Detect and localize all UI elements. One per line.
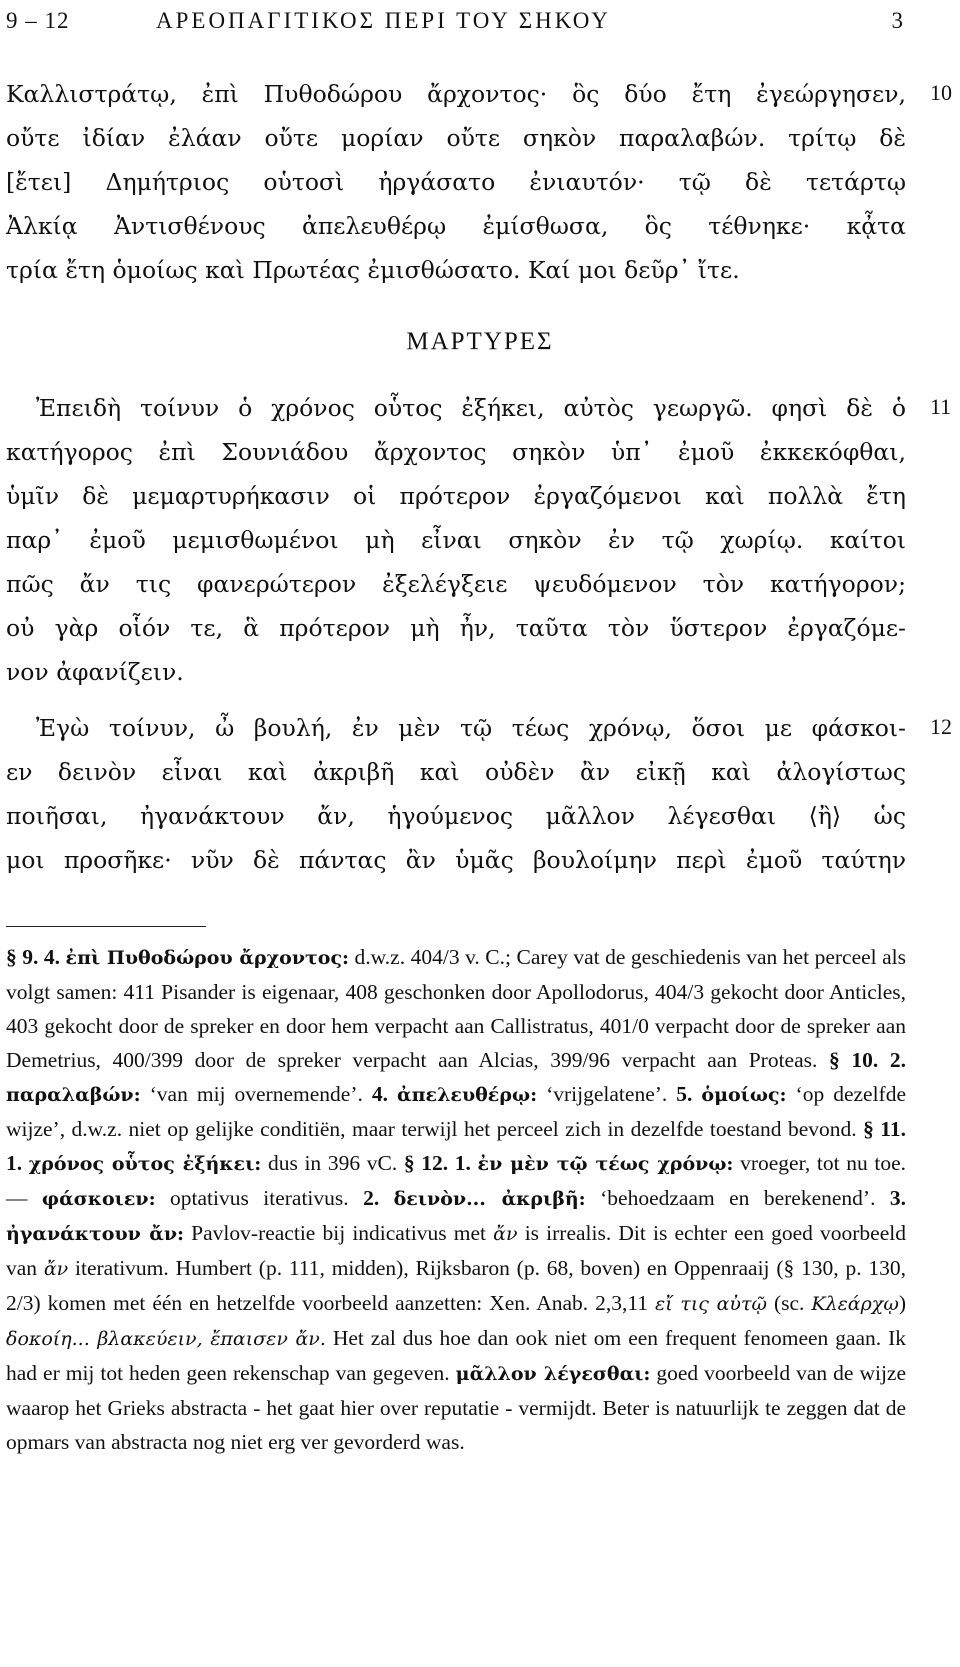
note-ref: § 10. 2. <box>829 1048 906 1072</box>
greek-line: παρ᾽ ἐμοῦ μεμισθωμένοι μὴ εἶναι σηκὸν ἐν τῷ χωρίῳ. καίτοι <box>6 526 906 554</box>
note-ref: § 11. 1. <box>6 1117 906 1175</box>
greek-line: κατήγορος ἐπὶ Σουνιάδου ἄρχοντος σηκὸν ὑπ᾽ ἐμοῦ ἐκκεκόφθαι, <box>6 438 906 466</box>
greek-line: τρία ἔτη ὁμοίως καὶ Πρωτέας ἐμισθώσατο. Καί μοι δεῦρ᾽ ἴτε. <box>6 256 740 284</box>
note-text: optativus iterativus. <box>155 1186 364 1210</box>
note-text: is irrealis. Dit is echter een goed voorbeeld van <box>6 1221 906 1280</box>
note-lemma: μᾶλλον λέγεσθαι: <box>455 1363 651 1385</box>
note-text: Pavlov-reactie bij indicativus met <box>184 1221 494 1245</box>
note-text: vroeger, tot nu toe. — <box>6 1151 907 1210</box>
greek-quote: ἄν <box>43 1258 69 1280</box>
greek-quote: εἴ τις αὐτῷ <box>655 1293 767 1315</box>
note-ref: 5. <box>676 1082 693 1106</box>
greek-line: νον ἀφανίζειν. <box>6 658 184 686</box>
note-text: ‘behoedzaam en berekenend’. <box>585 1186 890 1210</box>
note-text: ‘van mij overnemende’. <box>140 1082 372 1106</box>
running-title: ΑΡΕΟΠΑΓΙΤΙΚΟΣ ΠΕΡΙ ΤΟΥ ΣΗΚΟΥ <box>156 8 611 33</box>
note-text: d.w.z. 404/3 v. C.; Carey vat de geschiedenis van het perceel als volgt samen: 411 Pisander is eigenaar, 408 geschonken door Apollodorus, 404/3 gekocht door Anticles, 403 gekocht door de spreker en door hem verpacht aan Callistratus, 401/0 verpacht door de spreker aan Demetrius, 400/399 door de spreker verpacht aan Alcias, 399/96 verpacht aan Proteas. <box>6 945 907 1072</box>
greek-line: εν δεινὸν εἶναι καὶ ἀκριβῆ καὶ οὐδὲν ἂν εἰκῇ καὶ ἀλογίστως <box>6 758 906 786</box>
witness-heading: ΜΑΡΤΥΡΕΣ <box>406 328 554 355</box>
note-text: iterativum. Humbert (p. 111, midden), Rijksbaron (p. 68, boven) en Oppenraaij (§ 130, p. 130, 2/3) komen met één en hetzelfde voorbeeld aanzetten: Xen. Anab. 2,3,11 <box>6 1256 906 1315</box>
greek-line: οὐ γὰρ οἷόν τε, ἃ πρότερον μὴ ἦν, ταῦτα τὸν ὕστερον ἐργαζόμε- <box>6 614 906 642</box>
greek-line: ὑμῖν δὲ μεμαρτυρήκασιν οἱ πρότερον ἐργαζόμενοι καὶ πολλὰ ἔτη <box>6 482 906 510</box>
note-ref: 2. <box>363 1186 380 1210</box>
note-ref: § 9. 4. <box>6 945 61 969</box>
note-lemma: χρόνος οὗτος ἐξήκει: <box>28 1153 262 1175</box>
note-text: goed voorbeeld van de wijze waarop het Grieks abstracta - het gaat hier over reputatie - vermijdt. Beter is natuurlijk te zeggen dat de opmars van abstracta nog niet erg ver gevorderd was. <box>6 1361 906 1454</box>
note-ref: § 12. 1. <box>403 1151 471 1175</box>
page-number: 3 <box>891 8 906 33</box>
note-text: (sc. <box>766 1291 812 1315</box>
note-lemma: ἀπελευθέρῳ: <box>397 1084 538 1106</box>
greek-line: [ἔτει] Δημήτριος οὑτοσὶ ἠργάσατο ἐνιαυτόν· τῷ δὲ τετάρτῳ <box>6 168 906 196</box>
note-ref: 3. <box>889 1186 906 1210</box>
greek-line: πῶς ἄν τις φανερώτερον ἐξελέγξειε ψευδόμενον τὸν κατήγορον; <box>6 570 906 598</box>
footnote-divider <box>6 926 206 927</box>
greek-line: Ἀλκίᾳ Ἀντισθένους ἀπελευθέρῳ ἐμίσθωσα, ὃς τέθνηκε· κᾆτα <box>6 212 906 240</box>
note-text: ‘op dezelfde wijze’, d.w.z. niet op gelijke conditiën, maar terwijl het perceel zich in dezelfde toestand bevond. <box>6 1082 907 1141</box>
greek-line: μοι προσῆκε· νῦν δὲ πάντας ἂν ὑμᾶς βουλοίμην περὶ ἐμοῦ ταύτην <box>6 846 906 874</box>
greek-line: ποιῆσαι, ἠγανάκτουν ἄν, ἡγούμενος μᾶλλον λέγεσθαι ⟨ἢ⟩ ὡς <box>6 802 906 830</box>
note-lemma: ἐπὶ Πυθοδώρου ἄρχοντος: <box>65 947 350 969</box>
section-number-12: 12 <box>930 714 952 739</box>
note-lemma: ἠγανάκτουν ἄν: <box>6 1223 185 1245</box>
page-range: 9 – 12 <box>6 8 70 33</box>
note-ref: 4. <box>371 1082 388 1106</box>
greek-line: Ἐγὼ τοίνυν, ὦ βουλή, ἐν μὲν τῷ τέως χρόνῳ, ὅσοι με φάσκοι- <box>36 714 906 742</box>
note-lemma: ἐν μὲν τῷ τέως χρόνῳ: <box>477 1153 734 1175</box>
note-text: ‘vrijgelatene’. <box>537 1082 677 1106</box>
commentary-notes <box>6 940 906 1459</box>
note-lemma: παραλαβών: <box>6 1084 141 1106</box>
section-number-11: 11 <box>930 394 952 419</box>
greek-quote: δοκοίη... βλακεύειν, ἔπαισεν ἄν. <box>6 1328 326 1350</box>
greek-line: οὔτε ἰδίαν ἐλάαν οὔτε μορίαν οὔτε σηκὸν παραλαβών. τρίτῳ δὲ <box>6 124 906 152</box>
note-lemma: ὁμοίως: <box>701 1084 787 1106</box>
greek-line: Ἐπειδὴ τοίνυν ὁ χρόνος οὗτος ἐξήκει, αὐτὸς γεωργῶ. φησὶ δὲ ὁ <box>36 394 906 422</box>
greek-quote: Κλεάρχῳ <box>811 1293 899 1315</box>
note-text: ) <box>898 1291 906 1315</box>
note-lemma: δεινὸν... ἀκριβῆ: <box>393 1188 586 1210</box>
note-text: dus in 396 vC. <box>261 1151 404 1175</box>
note-lemma: φάσκοιεν: <box>41 1188 156 1210</box>
note-text: Het zal dus hoe dan ook niet om een frequent fenomeen gaan. Ik had er mij tot heden geen rekenschap van gegeven. <box>6 1326 906 1385</box>
greek-quote: ἄν <box>493 1223 518 1245</box>
section-number-10: 10 <box>930 80 952 105</box>
greek-line: Καλλιστράτῳ, ἐπὶ Πυθοδώρου ἄρχοντος· ὃς δύο ἔτη ἐγεώργησεν, <box>6 80 906 108</box>
